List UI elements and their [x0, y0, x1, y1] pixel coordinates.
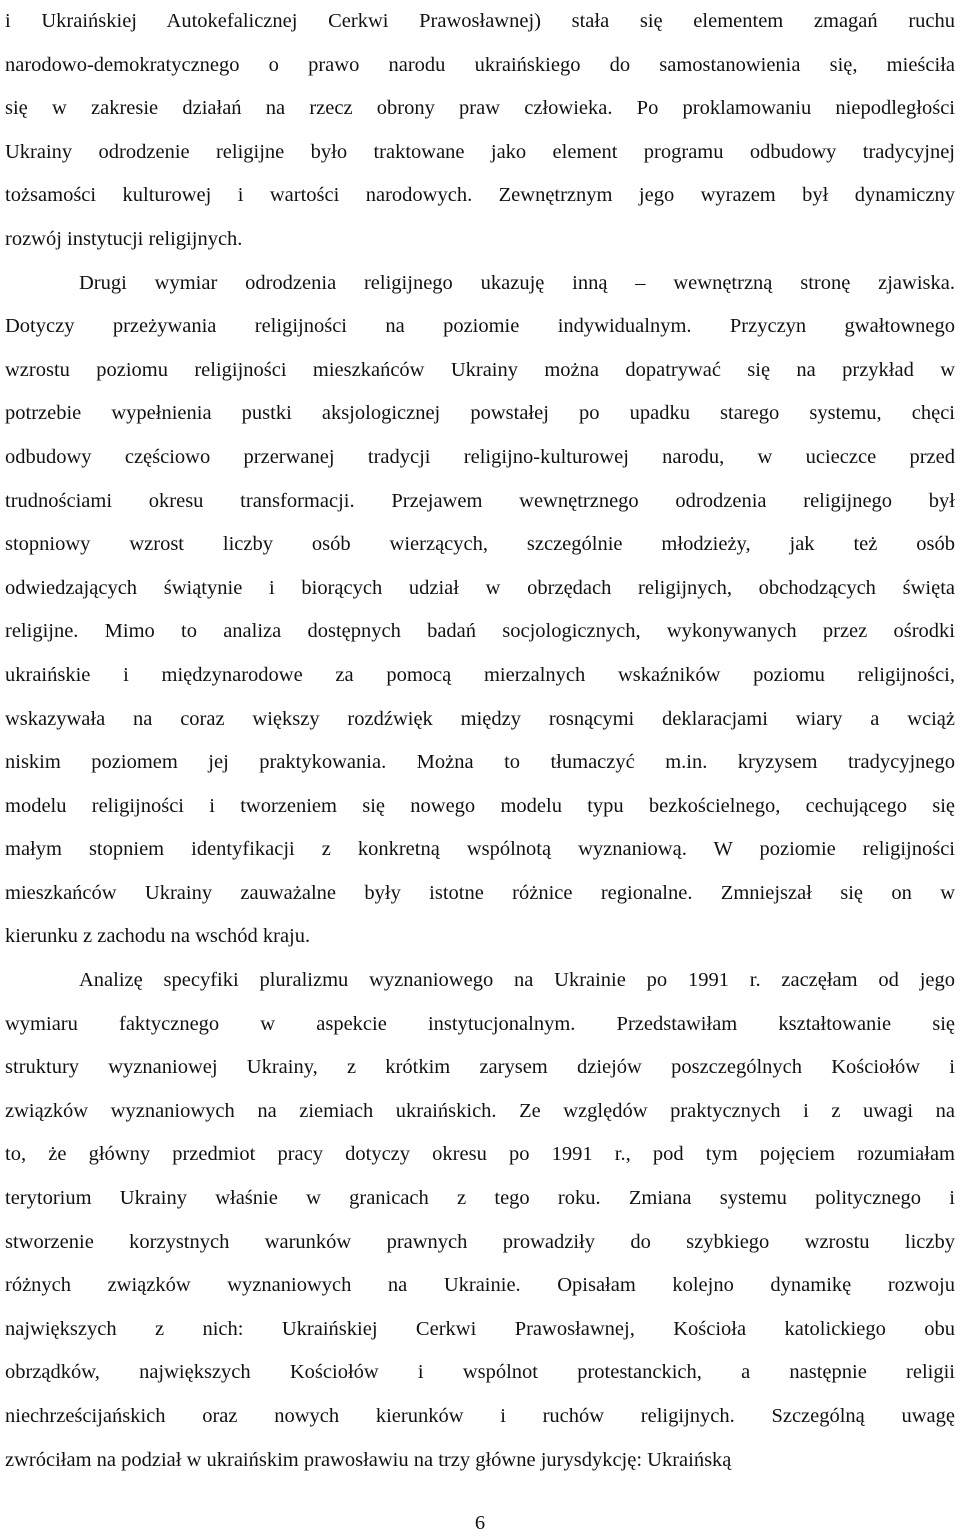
text-line: struktury wyznaniowej Ukrainy, z krótkim zarysem dziejów poszczególnych Kościołów i — [5, 1056, 955, 1079]
text-line: odbudowy częściowo przerwanej tradycji religijno-kulturowej narodu, w ucieczce przed — [5, 445, 955, 468]
text-line: terytorium Ukrainy właśnie w granicach z tego roku. Zmiana systemu politycznego i — [5, 1187, 955, 1210]
paragraph-p2 — [5, 262, 955, 960]
text-line: małym stopniem identyfikacji z konkretną wspólnotą wyznaniową. W poziomie religijności — [5, 838, 955, 861]
text-line: modelu religijności i tworzeniem się nowego modelu typu bezkościelnego, cechującego się — [5, 794, 955, 817]
text-line: ukraińskie i międzynarodowe za pomocą mierzalnych wskaźników poziomu religijności, — [5, 663, 955, 686]
text-line: zwróciłam na podział w ukraińskim prawosławiu na trzy główne jurysdykcję: Ukraińską — [5, 1448, 732, 1471]
text-line: różnych związków wyznaniowych na Ukrainie. Opisałam kolejno dynamikę rozwoju — [5, 1274, 955, 1297]
text-line: stopniowy wzrost liczby osób wierzących, szczególnie młodzieży, jak też osób — [5, 533, 955, 556]
body-text — [5, 0, 955, 1482]
text-line: wzrostu poziomu religijności mieszkańców Ukrainy można dopatrywać się na przykład w — [5, 358, 955, 381]
text-line: rozwój instytucji religijnych. — [5, 227, 243, 250]
text-line: Ukrainy odrodzenie religijne było traktowane jako element programu odbudowy tradycyjnej — [5, 140, 955, 163]
text-line: trudnościami okresu transformacji. Przejawem wewnętrznego odrodzenia religijnego był — [5, 489, 955, 512]
text-line: to, że główny przedmiot pracy dotyczy okresu po 1991 r., pod tym pojęciem rozumiałam — [5, 1143, 955, 1166]
text-line: wymiaru faktycznego w aspekcie instytucjonalnym. Przedstawiłam kształtowanie się — [5, 1012, 955, 1035]
text-line: największych z nich: Ukraińskiej Cerkwi Prawosławnej, Kościoła katolickiego obu — [5, 1317, 955, 1340]
text-line: tożsamości kulturowej i wartości narodowych. Zewnętrznym jego wyrazem był dynamiczny — [5, 184, 955, 207]
text-line: mieszkańców Ukrainy zauważalne były istotne różnice regionalne. Zmniejszał się on w — [5, 881, 955, 904]
text-line: wskazywała na coraz większy rozdźwięk między rosnącymi deklaracjami wiary a wciąż — [5, 707, 955, 730]
text-line: Drugi wymiar odrodzenia religijnego ukazuję inną – wewnętrzną stronę zjawiska. — [79, 271, 955, 294]
text-line: niechrześcijańskich oraz nowych kierunków i ruchów religijnych. Szczególną uwagę — [5, 1405, 955, 1427]
text-line: stworzenie korzystnych warunków prawnych prowadziły do szybkiego wzrostu liczby — [5, 1230, 955, 1253]
text-line: się w zakresie działań na rzecz obrony praw człowieka. Po proklamowaniu niepodległości — [5, 97, 955, 120]
text-line: kierunku z zachodu na wschód kraju. — [5, 925, 311, 948]
document-page — [5, 0, 955, 1482]
text-line: obrządków, największych Kościołów i wspólnot protestanckich, a następnie religii — [5, 1361, 955, 1384]
text-line: Analizę specyfiki pluralizmu wyznaniowego na Ukrainie po 1991 r. zaczęłam od jego — [79, 969, 955, 992]
page-number: 6 — [474, 1512, 486, 1534]
text-line: związków wyznaniowych na ziemiach ukraińskich. Ze względów praktycznych i z uwagi na — [5, 1099, 955, 1122]
text-line: odwiedzających świątynie i biorących udział w obrzędach religijnych, obchodzących święta — [5, 576, 955, 599]
text-line: Dotyczy przeżywania religijności na poziomie indywidualnym. Przyczyn gwałtownego — [5, 315, 955, 338]
text-line: potrzebie wypełnienia pustki aksjologicznej powstałej po upadku starego systemu, chęci — [5, 402, 955, 425]
text-line: religijne. Mimo to analiza dostępnych badań socjologicznych, wykonywanych przez ośrodki — [5, 620, 955, 643]
text-line: narodowo-demokratycznego o prawo narodu ukraińskiego do samostanowienia się, mieściła — [5, 53, 955, 76]
paragraph-p1 — [5, 0, 955, 262]
text-line: i Ukraińskiej Autokefalicznej Cerkwi Prawosławnej) stała się elementem zmagań ruchu — [5, 10, 955, 32]
text-line: niskim poziomem jej praktykowania. Można to tłumaczyć m.in. kryzysem tradycyjnego — [5, 751, 955, 774]
paragraph-p3 — [5, 959, 955, 1482]
